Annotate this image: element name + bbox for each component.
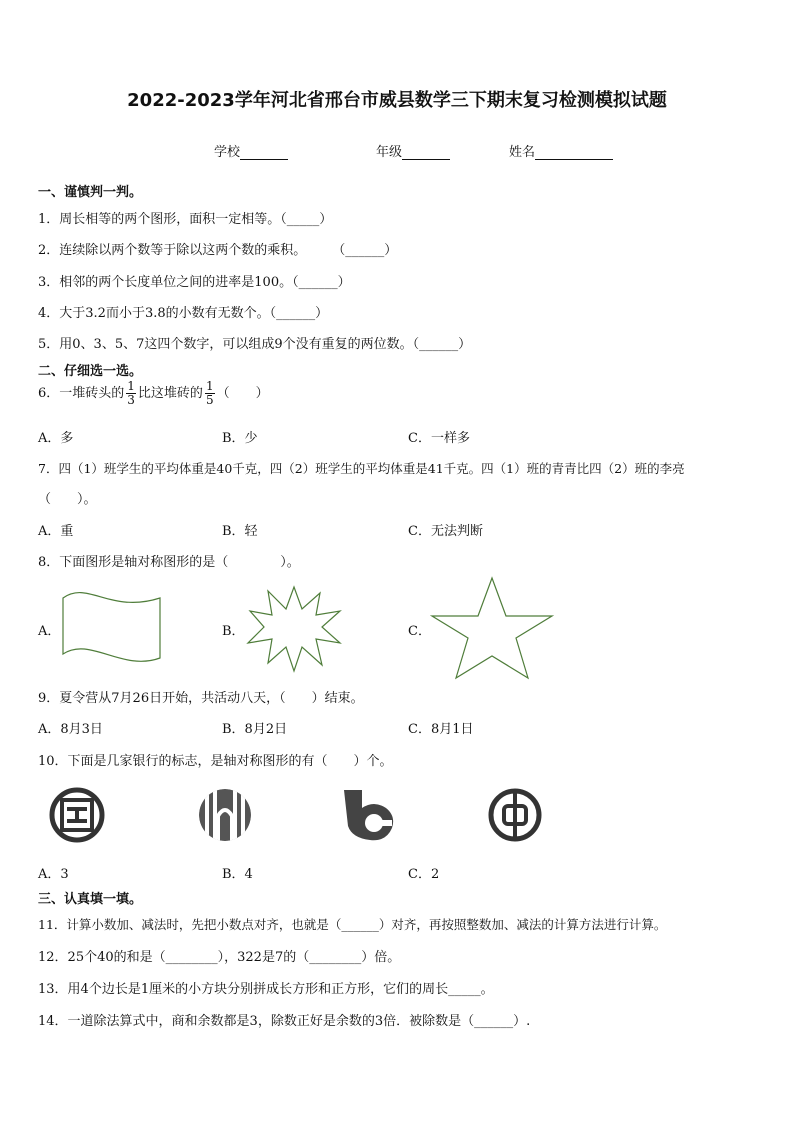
question-6 bbox=[38, 380, 269, 407]
q6-text-c: （ ） bbox=[216, 386, 269, 401]
five-point-star-figure bbox=[430, 576, 554, 680]
question-3: 3．相邻的两个长度单位之间的进率是100。（______） bbox=[38, 275, 351, 290]
bank-logo-icbc-icon bbox=[48, 786, 106, 844]
q10-option-b[interactable]: B．4 bbox=[222, 867, 253, 882]
q7-option-c[interactable]: C．无法判断 bbox=[408, 524, 483, 539]
fraction-numerator: 1 bbox=[205, 379, 214, 393]
question-14: 14．一道除法算式中，商和余数都是3，除数正好是余数的3倍．被除数是（______）. bbox=[38, 1014, 531, 1029]
q7-option-b[interactable]: B．轻 bbox=[222, 524, 258, 539]
bank-logo-boc-icon bbox=[486, 786, 544, 844]
question-11: 11．计算小数加、减法时，先把小数点对齐，也就是（______）对齐，再按照整数加、减法的计算方法进行计算。 bbox=[38, 917, 667, 932]
fraction-denominator: 3 bbox=[127, 393, 135, 407]
starburst-figure bbox=[244, 583, 344, 673]
q6-option-c[interactable]: C．一样多 bbox=[408, 431, 470, 446]
grade-label: 年级 bbox=[376, 145, 403, 160]
question-7-line-2: （ ）。 bbox=[38, 492, 97, 507]
school-field[interactable] bbox=[214, 141, 288, 160]
question-10: 10．下面是几家银行的标志，是轴对称图形的有（ ）个。 bbox=[38, 754, 393, 769]
question-4: 4．大于3.2而小于3.8的小数有无数个。（______） bbox=[38, 306, 329, 321]
q6-option-a[interactable]: A．多 bbox=[38, 431, 74, 446]
question-13: 13．用4个边长是1厘米的小方块分别拼成长方形和正方形，它们的周长_____。 bbox=[38, 982, 494, 997]
school-label: 学校 bbox=[214, 145, 241, 160]
question-8: 8．下面图形是轴对称图形的是（ ）。 bbox=[38, 555, 300, 570]
section-2-heading: 二、仔细选一选。 bbox=[38, 364, 143, 379]
q9-option-c[interactable]: C．8月1日 bbox=[408, 722, 474, 737]
question-7-line-1: 7．四（1）班学生的平均体重是40千克，四（2）班学生的平均体重是41千克。四（1）班的青青比四（2）班的李亮 bbox=[38, 461, 685, 476]
bank-logo-ccb-icon bbox=[196, 786, 254, 844]
q10-option-c[interactable]: C．2 bbox=[408, 867, 440, 882]
fraction-numerator: 1 bbox=[127, 379, 135, 393]
section-1-heading: 一、谨慎判一判。 bbox=[38, 185, 143, 200]
bank-logo-comm-icon bbox=[340, 786, 398, 844]
grade-field[interactable] bbox=[376, 141, 450, 160]
q8-option-c[interactable]: C． bbox=[408, 624, 431, 639]
q6-text-b: 比这堆砖的 bbox=[137, 386, 203, 401]
question-12: 12．25个40的和是（________），322是7的（________）倍。 bbox=[38, 950, 401, 965]
q9-option-b[interactable]: B．8月2日 bbox=[222, 722, 288, 737]
q6-option-b[interactable]: B．少 bbox=[222, 431, 258, 446]
fraction-one-third bbox=[126, 380, 136, 407]
page-title: 2022-2023学年河北省邢台市威县数学三下期末复习检测模拟试题 bbox=[127, 90, 667, 111]
q9-option-a[interactable]: A．8月3日 bbox=[38, 722, 103, 737]
q10-option-a[interactable]: A．3 bbox=[38, 867, 69, 882]
fraction-denominator: 5 bbox=[205, 393, 214, 407]
q7-option-a[interactable]: A．重 bbox=[38, 524, 74, 539]
wavy-flag-figure bbox=[60, 584, 164, 666]
question-5: 5．用0、3、5、7这四个数字，可以组成9个没有重复的两位数。（______） bbox=[38, 337, 472, 352]
fraction-one-fifth bbox=[205, 380, 215, 407]
name-field[interactable] bbox=[509, 141, 613, 160]
q8-option-b[interactable]: B． bbox=[222, 624, 245, 639]
q6-text-a: 6．一堆砖头的 bbox=[38, 386, 125, 401]
name-label: 姓名 bbox=[509, 145, 536, 160]
question-2: 2．连续除以两个数等于除以这两个数的乘积。 （______） bbox=[38, 243, 398, 258]
section-3-heading: 三、认真填一填。 bbox=[38, 892, 143, 907]
q8-option-a[interactable]: A． bbox=[38, 624, 61, 639]
question-1: 1．周长相等的两个图形，面积一定相等。（_____） bbox=[38, 212, 333, 227]
question-9: 9．夏令营从7月26日开始，共活动八天，（ ）结束。 bbox=[38, 691, 364, 706]
